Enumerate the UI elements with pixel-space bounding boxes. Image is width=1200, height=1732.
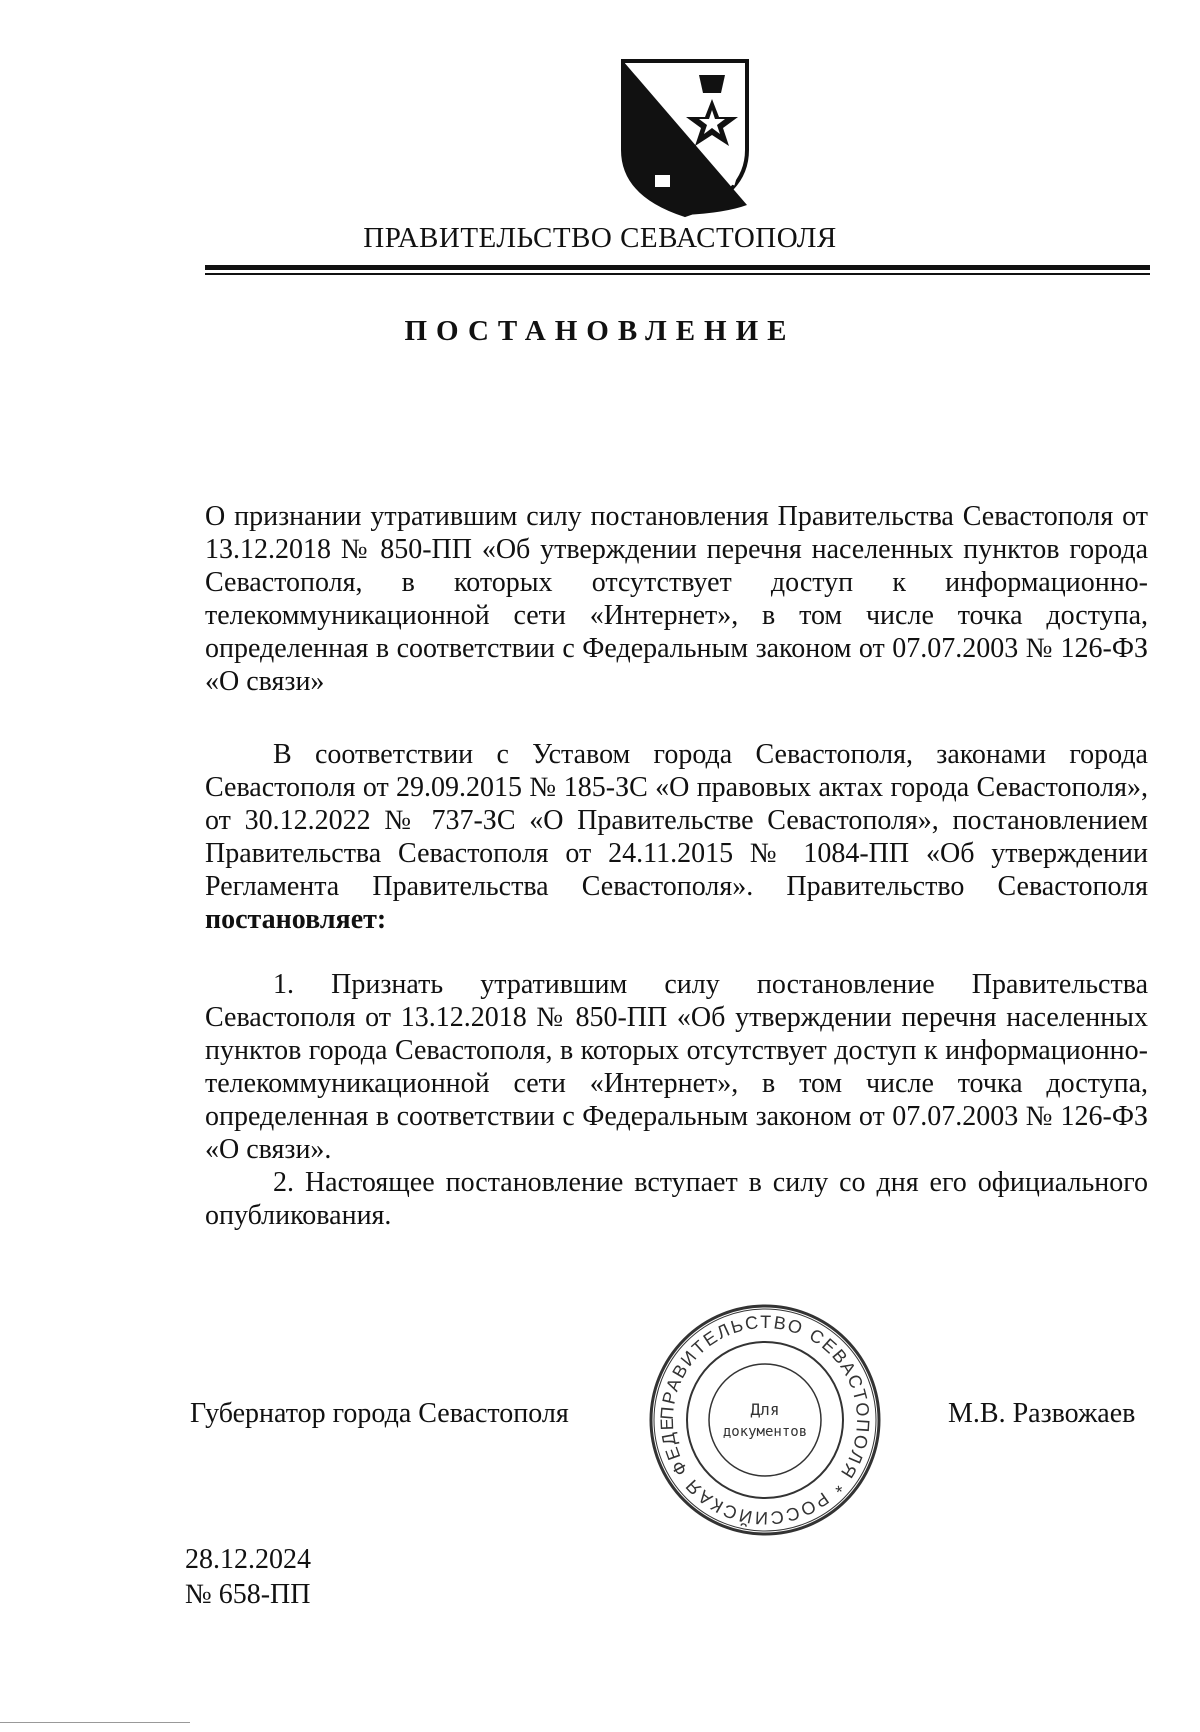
preamble-decision: постановляет: (205, 904, 387, 935)
seal-center-line1: Для (750, 1400, 780, 1419)
signer-name: М.В. Развожаев (948, 1398, 1136, 1429)
document-title: О признании утратившим силу постановления Правительства Севастополя от 13.12.2018 № 850-ПП «Об утверждении перечня населенных пунктов города Севастополя, в которых отсутствует доступ к информационно-телекоммуникационной сети «Интернет», в том числе точка доступа, определенная в соответствии с Федеральным законом от 07.07.2003 № 126-ФЗ «О связи» (205, 501, 1148, 697)
resolution-item: 2. Настоящее постановление вступает в силу со дня его официального опубликования. (205, 1167, 1148, 1231)
seal-center-line2: документов (722, 1424, 808, 1440)
preamble-text: В соответствии с Уставом города Севастополя, законами города Севастополя от 29.09.2015 № 185-ЗС «О правовых актах города Севастополя», от 30.12.2022 № 737-ЗС «О Правительстве Севастополя», постановлением Правительства Севастополя от 24.11.2015 № 1084-ПП «Об утверждении Регламента Правительства Севастополя». Правительство Севастополя (205, 739, 1148, 902)
signer-position: Губернатор города Севастополя (190, 1398, 569, 1429)
footer-divider (0, 1722, 190, 1723)
header-divider (205, 265, 1150, 270)
preamble (205, 738, 1148, 936)
resolution-item: 1. Признать утратившим силу постановление Правительства Севастополя от 13.12.2018 № 850-ПП «Об утверждении перечня населенных пунктов города Севастополя, в которых отсутствует доступ к информационно-телекоммуникационной сети «Интернет», в том числе точка доступа, определенная в соответствии с Федеральным законом от 07.07.2003 № 126-ФЗ «О связи». (205, 969, 1148, 1165)
seal-outer-text: ПРАВИТЕЛЬСТВО СЕВАСТОПОЛЯ * РОССИЙСКАЯ ФЕДЕ (656, 1311, 874, 1529)
resolution-items (205, 968, 1148, 1232)
organization-name: ПРАВИТЕЛЬСТВО СЕВАСТОПОЛЯ (363, 222, 837, 254)
document-date: 28.12.2024 (185, 1544, 311, 1575)
document-registration (185, 1542, 311, 1612)
document-type: ПОСТАНОВЛЕНИЕ (404, 315, 796, 347)
header-divider-thin (205, 273, 1150, 275)
sevastopol-coat-of-arms-icon (615, 55, 755, 220)
official-round-seal-icon (645, 1300, 885, 1540)
document-number: № 658-ПП (185, 1579, 311, 1610)
